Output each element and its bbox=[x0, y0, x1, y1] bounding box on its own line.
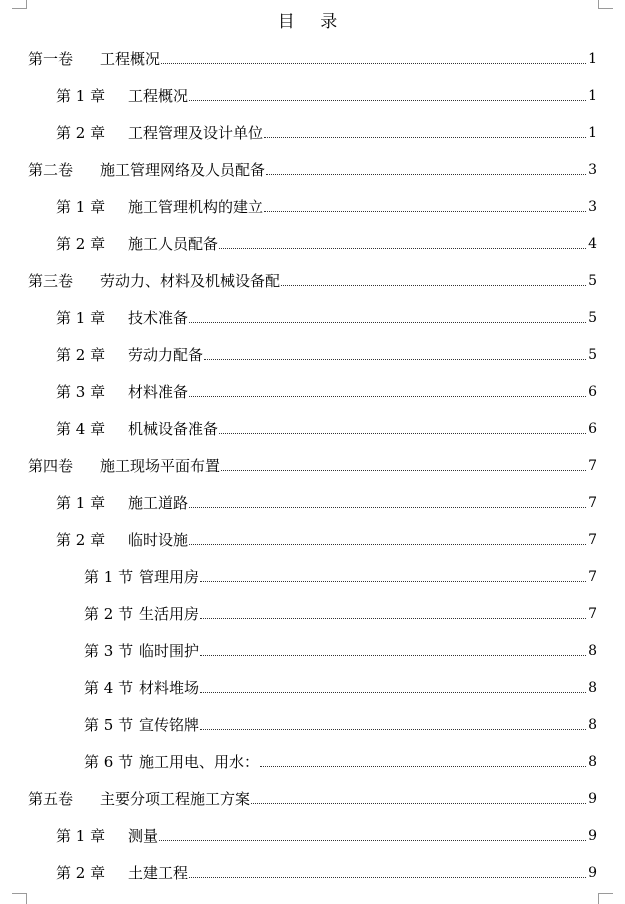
entry-label: 管理用房 bbox=[139, 568, 200, 586]
entry-number: 第二卷 bbox=[28, 161, 74, 179]
entry-label: 施工道路 bbox=[128, 494, 189, 512]
entry-number: 第 5 节 bbox=[84, 716, 134, 734]
entry-label: 测量 bbox=[128, 827, 159, 845]
toc-entry-volume[interactable] bbox=[28, 158, 597, 180]
entry-page: 7 bbox=[588, 458, 597, 474]
entry-page: 8 bbox=[588, 754, 597, 770]
entry-number: 第 1 章 bbox=[56, 87, 106, 105]
toc-entry-chapter[interactable] bbox=[56, 343, 597, 365]
toc-entry-section[interactable] bbox=[84, 750, 597, 772]
entry-page: 1 bbox=[588, 51, 597, 67]
entry-label: 工程概况 bbox=[100, 50, 161, 68]
toc-entry-chapter[interactable] bbox=[56, 232, 597, 254]
entry-page: 8 bbox=[588, 717, 597, 733]
entry-page: 3 bbox=[588, 162, 597, 178]
toc-entry-section[interactable] bbox=[84, 565, 597, 587]
entry-number: 第 3 节 bbox=[84, 642, 134, 660]
dot-leader bbox=[264, 210, 586, 212]
entry-page: 9 bbox=[588, 828, 597, 844]
dot-leader bbox=[251, 802, 586, 804]
entry-label: 主要分项工程施工方案 bbox=[100, 790, 251, 808]
dot-leader bbox=[189, 506, 586, 508]
dot-leader bbox=[260, 765, 586, 767]
entry-label: 技术准备 bbox=[128, 309, 189, 327]
toc-entry-chapter[interactable] bbox=[56, 861, 597, 883]
entry-page: 5 bbox=[588, 273, 597, 289]
entry-label: 宣传铭牌 bbox=[139, 716, 200, 734]
entry-number: 第 2 章 bbox=[56, 346, 106, 364]
toc-entry-chapter[interactable] bbox=[56, 491, 597, 513]
page-corner-mark bbox=[12, 893, 27, 904]
dot-leader bbox=[200, 691, 586, 693]
entry-number: 第 4 章 bbox=[56, 420, 106, 438]
entry-number: 第五卷 bbox=[28, 790, 74, 808]
entry-label: 材料准备 bbox=[128, 383, 189, 401]
entry-number: 第 1 节 bbox=[84, 568, 134, 586]
dot-leader bbox=[281, 284, 586, 286]
entry-label: 临时围护 bbox=[139, 642, 200, 660]
entry-number: 第 2 章 bbox=[56, 864, 106, 882]
entry-number: 第 1 章 bbox=[56, 494, 106, 512]
entry-label: 劳动力、材料及机械设备配 bbox=[100, 272, 281, 290]
entry-number: 第三卷 bbox=[28, 272, 74, 290]
dot-leader bbox=[189, 543, 586, 545]
toc-entry-chapter[interactable] bbox=[56, 528, 597, 550]
page-corner-mark bbox=[598, 0, 613, 9]
entry-label: 材料堆场 bbox=[139, 679, 200, 697]
toc-entry-chapter[interactable] bbox=[56, 417, 597, 439]
entry-number: 第 3 章 bbox=[56, 383, 106, 401]
entry-label: 生活用房 bbox=[139, 605, 200, 623]
entry-label: 劳动力配备 bbox=[128, 346, 204, 364]
entry-page: 7 bbox=[588, 569, 597, 585]
entry-page: 7 bbox=[588, 532, 597, 548]
entry-page: 8 bbox=[588, 680, 597, 696]
entry-number: 第一卷 bbox=[28, 50, 74, 68]
toc-entry-section[interactable] bbox=[84, 602, 597, 624]
toc-title: 目 录 bbox=[277, 12, 348, 32]
toc-entry-volume[interactable] bbox=[28, 787, 597, 809]
toc-entry-volume[interactable] bbox=[28, 47, 597, 69]
dot-leader bbox=[189, 876, 586, 878]
dot-leader bbox=[189, 321, 586, 323]
dot-leader bbox=[219, 432, 586, 434]
entry-label: 机械设备准备 bbox=[128, 420, 219, 438]
entry-page: 7 bbox=[588, 606, 597, 622]
entry-number: 第 1 章 bbox=[56, 827, 106, 845]
dot-leader bbox=[200, 617, 586, 619]
entry-number: 第 2 节 bbox=[84, 605, 134, 623]
toc-entry-chapter[interactable] bbox=[56, 824, 597, 846]
entry-page: 7 bbox=[588, 495, 597, 511]
entry-label: 临时设施 bbox=[128, 531, 189, 549]
dot-leader bbox=[189, 395, 586, 397]
dot-leader bbox=[189, 99, 586, 101]
toc-entry-chapter[interactable] bbox=[56, 84, 597, 106]
entry-page: 6 bbox=[588, 384, 597, 400]
toc-entry-section[interactable] bbox=[84, 676, 597, 698]
entry-number: 第 1 章 bbox=[56, 309, 106, 327]
entry-number: 第 2 章 bbox=[56, 124, 106, 142]
entry-page: 5 bbox=[588, 310, 597, 326]
toc-entry-chapter[interactable] bbox=[56, 380, 597, 402]
entry-number: 第 4 节 bbox=[84, 679, 134, 697]
entry-page: 6 bbox=[588, 421, 597, 437]
entry-label: 施工现场平面布置 bbox=[100, 457, 221, 475]
toc-entry-chapter[interactable] bbox=[56, 121, 597, 143]
entry-label: 工程管理及设计单位 bbox=[128, 124, 264, 142]
entry-number: 第四卷 bbox=[28, 457, 74, 475]
entry-page: 8 bbox=[588, 643, 597, 659]
entry-label: 施工人员配备 bbox=[128, 235, 219, 253]
dot-leader bbox=[161, 62, 586, 64]
entry-label: 工程概况 bbox=[128, 87, 189, 105]
entry-label: 施工管理机构的建立 bbox=[128, 198, 264, 216]
dot-leader bbox=[266, 173, 586, 175]
entry-page: 9 bbox=[588, 791, 597, 807]
entry-number: 第 6 节 bbox=[84, 753, 134, 771]
dot-leader bbox=[200, 580, 586, 582]
toc-entry-chapter[interactable] bbox=[56, 306, 597, 328]
entry-page: 9 bbox=[588, 865, 597, 881]
dot-leader bbox=[204, 358, 586, 360]
dot-leader bbox=[200, 654, 586, 656]
page-corner-mark bbox=[598, 893, 613, 904]
toc-entry-volume[interactable] bbox=[28, 269, 597, 291]
page-corner-mark bbox=[12, 0, 27, 9]
toc-entry-volume[interactable] bbox=[28, 454, 597, 476]
entry-label: 土建工程 bbox=[128, 864, 189, 882]
entry-page: 4 bbox=[588, 236, 597, 252]
dot-leader bbox=[221, 469, 586, 471]
toc-entry-section[interactable] bbox=[84, 713, 597, 735]
entry-label: 施工管理网络及人员配备 bbox=[100, 161, 266, 179]
entry-number: 第 1 章 bbox=[56, 198, 106, 216]
entry-page: 1 bbox=[588, 88, 597, 104]
dot-leader bbox=[200, 728, 586, 730]
entry-page: 1 bbox=[588, 125, 597, 141]
entry-number: 第 2 章 bbox=[56, 531, 106, 549]
entry-number: 第 2 章 bbox=[56, 235, 106, 253]
dot-leader bbox=[159, 839, 586, 841]
toc-entry-section[interactable] bbox=[84, 639, 597, 661]
dot-leader bbox=[219, 247, 586, 249]
entry-page: 3 bbox=[588, 199, 597, 215]
dot-leader bbox=[264, 136, 586, 138]
entry-page: 5 bbox=[588, 347, 597, 363]
toc-entry-chapter[interactable] bbox=[56, 195, 597, 217]
entry-label: 施工用电、用水： bbox=[139, 753, 260, 771]
